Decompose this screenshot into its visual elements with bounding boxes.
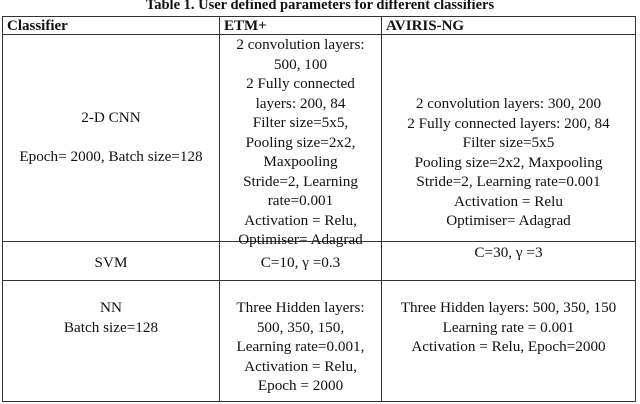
param-line: 2 Fully connected layers: 200, 84 xyxy=(407,114,610,132)
param-line: C=10, γ =0.3 xyxy=(260,254,341,271)
classifier-note: Epoch= 2000, Batch size=128 xyxy=(19,148,203,165)
cnn-aviris-cell xyxy=(382,94,635,231)
classifier-name: SVM xyxy=(94,254,128,271)
param-line: Learning rate = 0.001 xyxy=(442,318,575,336)
param-line: 2 convolution layers: xyxy=(236,36,365,53)
classifier-note: Batch size=128 xyxy=(63,318,159,336)
svm-aviris-cell xyxy=(382,243,635,263)
param-line: Three Hidden layers: xyxy=(236,299,365,316)
param-line: Optimiser= Adagrad xyxy=(238,231,363,248)
nn-etm-cell xyxy=(220,298,381,396)
param-line: layers: 200, 84 xyxy=(255,94,346,112)
cnn-etm-cell xyxy=(220,35,381,250)
param-line: Activation = Relu xyxy=(454,192,563,210)
param-line: Activation = Relu, Epoch=2000 xyxy=(411,338,606,355)
classifier-name: 2-D CNN xyxy=(81,109,141,126)
param-line: Filter size=5x5, xyxy=(252,114,349,131)
row-divider xyxy=(3,280,635,281)
param-line: Activation = Relu, xyxy=(244,357,357,375)
header-classifier: Classifier xyxy=(7,18,68,34)
param-line: Filter size=5x5 xyxy=(462,134,555,151)
header-etm: ETM+ xyxy=(224,18,267,34)
svm-etm-cell xyxy=(220,253,381,273)
param-line: 500, 350, 150, xyxy=(256,318,345,336)
param-line: 2 convolution layers: 300, 200 xyxy=(415,95,602,112)
cnn-classifier-cell xyxy=(3,108,219,167)
parameters-table xyxy=(2,16,636,402)
param-line: Stride=2, Learning rate=0.001 xyxy=(416,173,601,190)
nn-aviris-cell xyxy=(382,298,635,357)
table-caption: Table 1. User defined parameters for different classifiers xyxy=(145,0,495,13)
param-line: rate=0.001 xyxy=(267,192,334,209)
param-line: Stride=2, Learning xyxy=(243,172,358,190)
param-line: Pooling size=2x2, xyxy=(245,133,356,151)
param-line: Epoch = 2000 xyxy=(257,377,344,394)
param-line: Pooling size=2x2, Maxpooling xyxy=(414,153,603,171)
classifier-name: NN xyxy=(100,299,122,316)
param-line: Activation = Relu, xyxy=(244,211,357,229)
param-line: Maxpooling xyxy=(263,153,338,170)
param-line: 500, 100 xyxy=(273,55,328,73)
param-line: Optimiser= Adagrad xyxy=(446,212,571,229)
param-line: Learning rate=0.001, xyxy=(236,338,365,355)
param-line: C=30, γ =3 xyxy=(474,244,543,261)
svm-classifier-cell xyxy=(3,253,219,273)
param-line: 2 Fully connected xyxy=(246,75,355,92)
header-aviris: AVIRIS-NG xyxy=(386,18,465,34)
param-line: Three Hidden layers: 500, 350, 150 xyxy=(400,299,617,316)
nn-classifier-cell xyxy=(3,298,219,337)
